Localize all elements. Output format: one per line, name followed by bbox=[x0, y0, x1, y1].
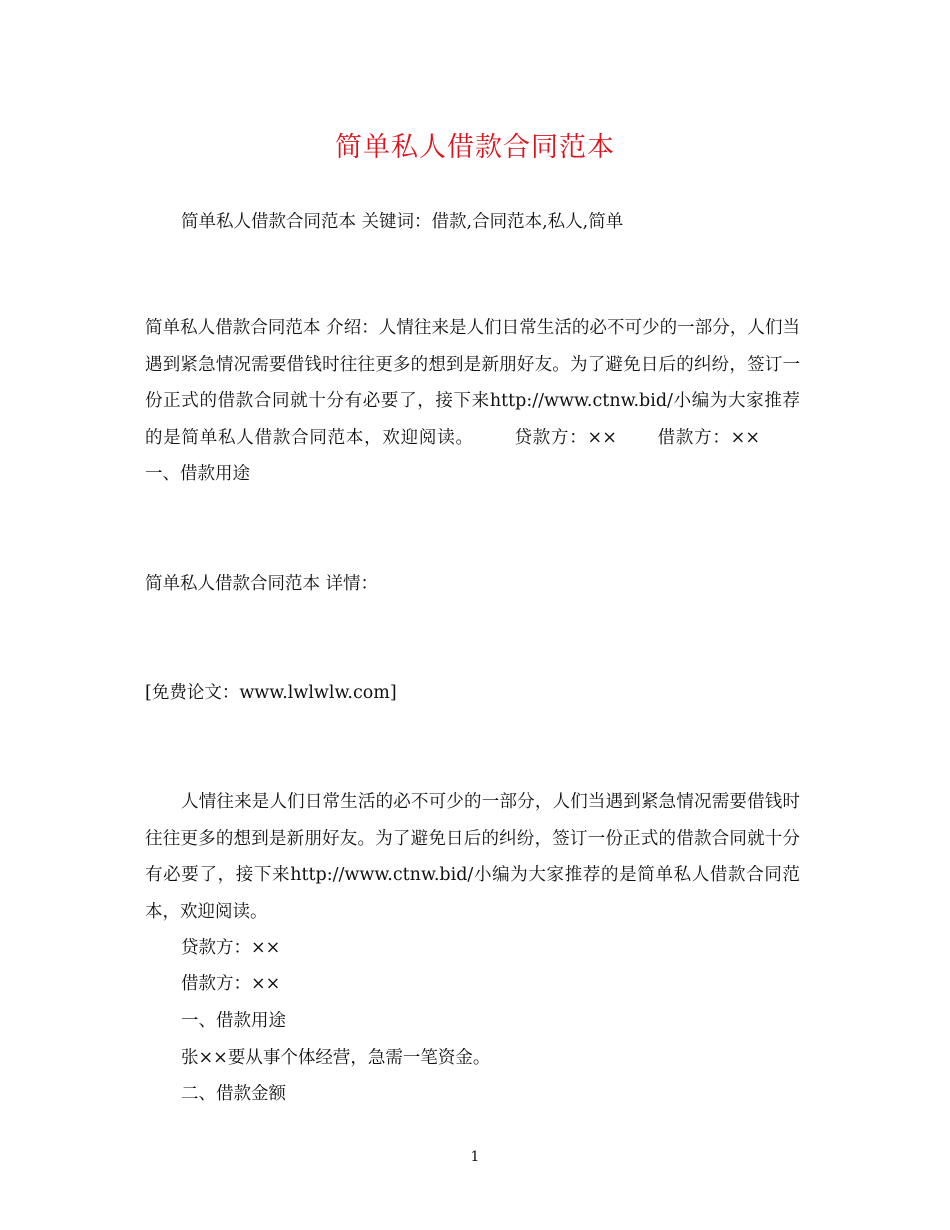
section-heading-purpose: 一、借款用途 bbox=[181, 1011, 286, 1031]
free-paper-link[interactable]: [免费论文：www.lwlwlw.com] bbox=[145, 683, 397, 703]
body-paragraph: 人情往来是人们日常生活的必不可少的一部分，人们当遇到紧急情况需要借钱时往往更多的想到是新朋好友。为了避免日后的纠纷，签订一份正式的借款合同就十分有必要了，接下来http://www.ctnw.bid/小编为大家推荐的是简单私人借款合同范本，欢迎阅读。 bbox=[145, 792, 800, 922]
details-label: 简单私人借款合同范本 详情： bbox=[145, 574, 379, 594]
intro-lender: 贷款方：×× bbox=[513, 427, 617, 448]
intro-borrower: 借款方：×× bbox=[656, 427, 761, 448]
body-borrower: 借款方：×× bbox=[181, 974, 281, 994]
page-number: 1 bbox=[470, 1149, 480, 1165]
keywords-line: 简单私人借款合同范本 关键词：借款,合同范本,私人,简单 bbox=[181, 212, 624, 232]
intro-section-heading: 一、借款用途 bbox=[145, 464, 250, 485]
body-lender: 贷款方：×× bbox=[181, 938, 281, 958]
intro-paragraph bbox=[145, 310, 800, 493]
intro-text: 简单私人借款合同范本 介绍：人情往来是人们日常生活的必不可少的一部分，人们当遇到紧急情况需要借钱时往往更多的想到是新朋好友。为了避免日后的纠纷，签订一份正式的借款合同就十分有必要了，接下来http://www.ctnw.bid/小编为大家推荐的是简单私人借款合同范本，欢迎阅读。 bbox=[145, 318, 800, 448]
purpose-text: 张××要从事个体经营，急需一笔资金。 bbox=[181, 1048, 491, 1068]
document-title: 简单私人借款合同范本 bbox=[335, 132, 615, 163]
section-heading-amount: 二、借款金额 bbox=[181, 1084, 286, 1104]
